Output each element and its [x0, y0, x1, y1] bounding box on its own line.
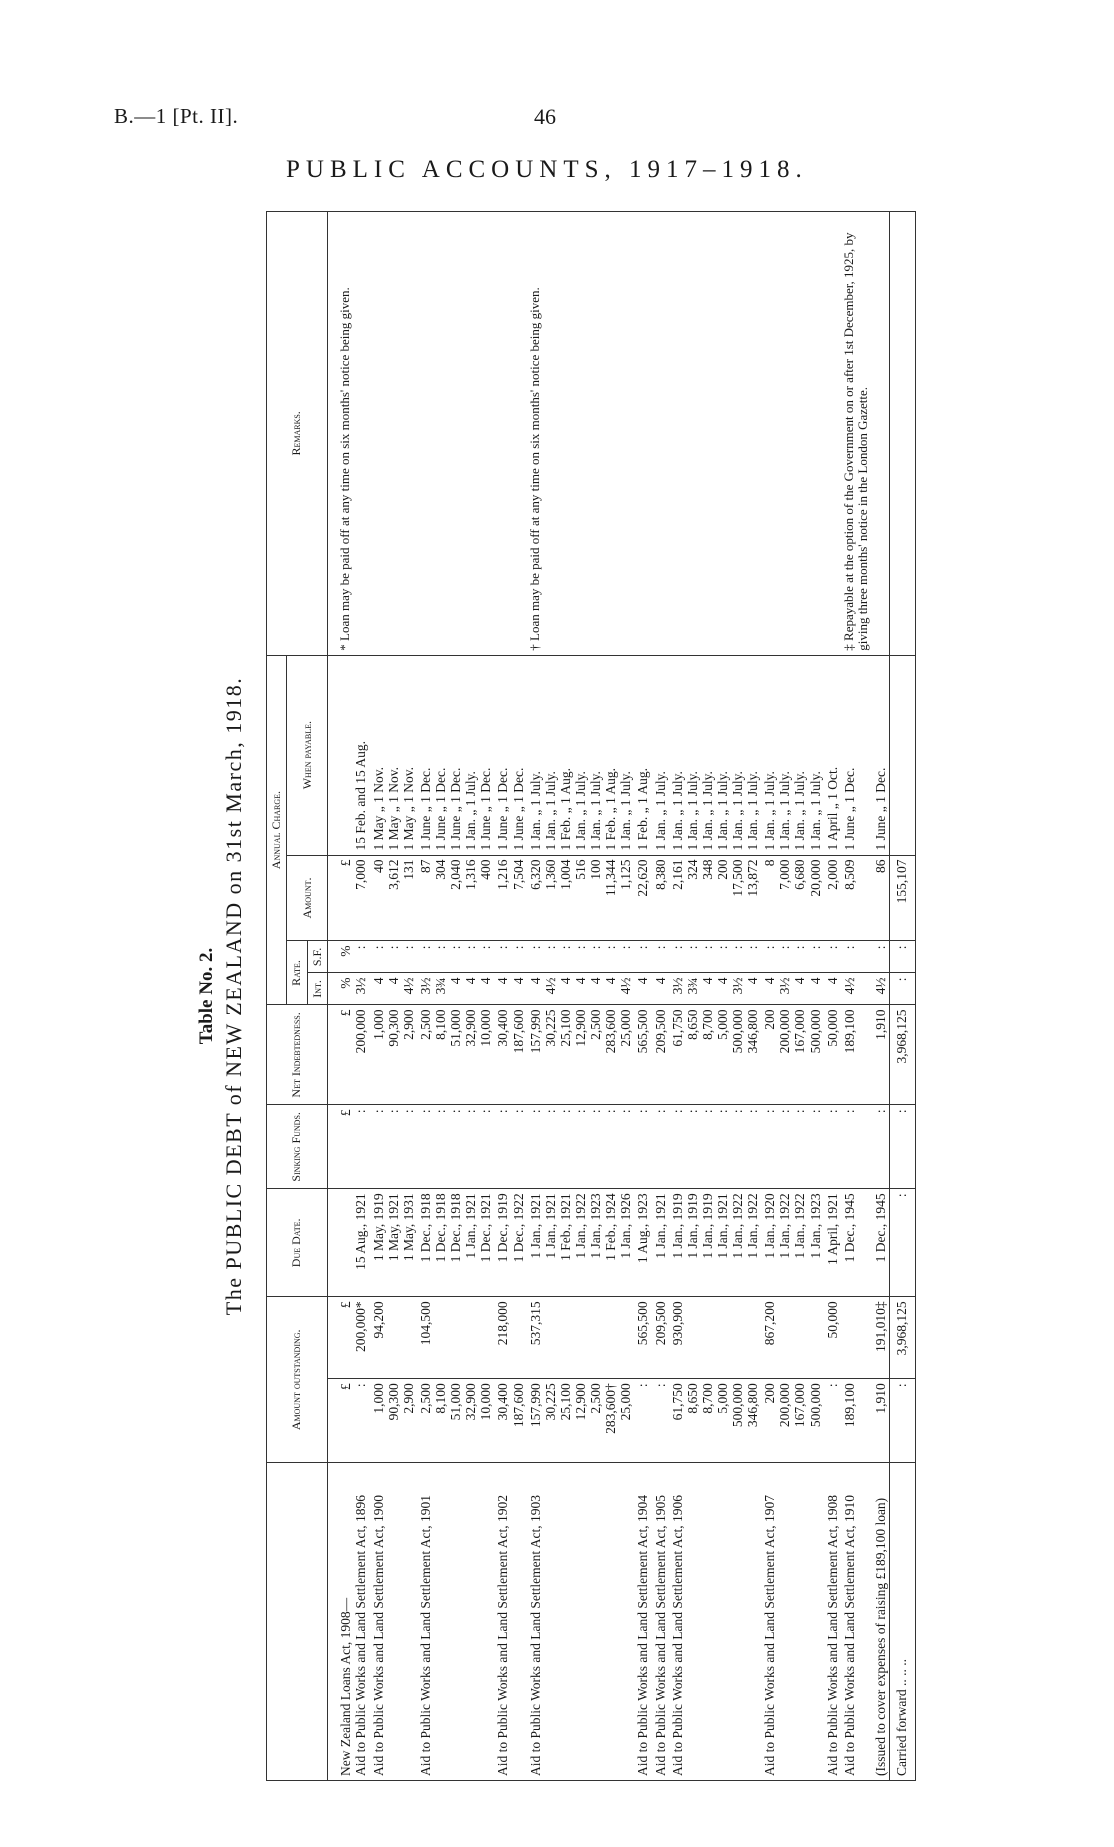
cell-remarks: † Loan may be paid off at any time on six months' notice being given. [527, 212, 635, 656]
cell-outstanding-total: 930,900 [669, 1297, 762, 1379]
cell-description: Aid to Public Works and Land Settlement Act, 1901 [417, 1463, 495, 1781]
cell-description: Aid to Public Works and Land Settlement Act, 1907 [761, 1463, 823, 1781]
cell-due-date: 1 Dec., 1919 1 Dec., 1922 [494, 1189, 526, 1297]
cell-remarks [761, 212, 823, 656]
cell-outstanding: 189,100 [841, 1379, 872, 1463]
col-amount-outstanding: Amount outstanding. [267, 1297, 328, 1463]
cell-when-payable: 1 April „ 1 Oct. [824, 655, 841, 855]
table-row [872, 212, 890, 1781]
table-row [652, 212, 669, 1781]
cell-outstanding-total: 94,200 [370, 1297, 417, 1379]
cell-outstanding: 61,750 8,650 8,700 5,000 500,000 346,800 [669, 1379, 762, 1463]
cell-outstanding-total [841, 1297, 872, 1379]
cell-rate-sf: : [634, 941, 651, 973]
col-due-date: Due Date. [267, 1189, 328, 1297]
cell-rate-int: 3½ 3¾ 4 4 4 [417, 973, 495, 1005]
cell-sinking-funds: : : : : : : : [527, 1105, 635, 1189]
cell-net-indebtedness: 209,500 [652, 1005, 669, 1105]
cell-rate-sf: : : : [370, 941, 417, 973]
cell-due-date: 1 May, 1919 1 May, 1921 1 May, 1931 [370, 1189, 417, 1297]
cell-rate-int: 4 4½ 4 4 4 4 4½ [527, 973, 635, 1005]
cell-net-indebtedness: 2,500 8,100 51,000 32,900 10,000 [417, 1005, 495, 1105]
col-amount: Amount. [287, 855, 328, 941]
cell-rate-int: 4 [634, 973, 651, 1005]
cell-description: Aid to Public Works and Land Settlement Act, 1903 [527, 1463, 635, 1781]
page-ref: B.—1 [Pt. II]. [114, 104, 239, 128]
cell-outstanding: £ : [328, 1379, 370, 1463]
cell-outstanding: : [634, 1379, 651, 1463]
table-row [841, 212, 872, 1781]
cell-remarks: ‡ Repayable at the option of the Government on or after 1st December, 1925, by giving three months' notice in the London Gazette. [841, 212, 872, 656]
table-row [634, 212, 651, 1781]
cell-description: Aid to Public Works and Land Settlement Act, 1906 [669, 1463, 762, 1781]
cell-rate-int: 4 4 4½ [370, 973, 417, 1005]
cell-amount: 22,620 [634, 855, 651, 941]
cell-outstanding: : [652, 1379, 669, 1463]
cell-outstanding: 30,400 187,600 [494, 1379, 526, 1463]
cell-outstanding-total: 50,000 [824, 1297, 841, 1379]
cell-when-payable: 1 June „ 1 Dec. [841, 655, 872, 855]
cell-remarks [824, 212, 841, 656]
cell-due-date: 1 Dec., 1945 [872, 1189, 890, 1297]
cell-sinking-funds: : [872, 1105, 890, 1189]
cell-outstanding-total: 537,315 [527, 1297, 635, 1379]
cell-rate-sf: : : : : : : [669, 941, 762, 973]
cell-net-indebtedness: 30,400 187,600 [494, 1005, 526, 1105]
cell-when-payable: 1 Jan. „ 1 July. 1 Jan. „ 1 July. 1 Jan. „ 1 July. 1 Jan. „ 1 July. [761, 655, 823, 855]
cell-outstanding: : [890, 1379, 916, 1463]
cell-amount: 2,161 324 348 200 17,500 13,872 [669, 855, 762, 941]
cell-rate-sf: : : : : [761, 941, 823, 973]
cell-due-date: 1 Aug., 1923 [634, 1189, 651, 1297]
cell-rate-int: 4½ [872, 973, 890, 1005]
table-row [494, 212, 526, 1781]
cell-remarks [494, 212, 526, 656]
cell-outstanding-total: £ 200,000* [328, 1297, 370, 1379]
cell-net-indebtedness: 50,000 [824, 1005, 841, 1105]
cell-remarks [370, 212, 417, 656]
cell-sinking-funds: : : : : [761, 1105, 823, 1189]
cell-description: Aid to Public Works and Land Settlement Act, 1905 [652, 1463, 669, 1781]
cell-sinking-funds: : [890, 1105, 916, 1189]
cell-net-indebtedness: 1,910 [872, 1005, 890, 1105]
cell-due-date: 1 Jan., 1921 [652, 1189, 669, 1297]
cell-remarks [634, 212, 651, 656]
table-row [417, 212, 495, 1781]
cell-remarks [669, 212, 762, 656]
cell-due-date: 15 Aug., 1921 [328, 1189, 370, 1297]
cell-when-payable: 1 Jan. „ 1 July. [652, 655, 669, 855]
cell-outstanding: 2,500 8,100 51,000 32,900 10,000 [417, 1379, 495, 1463]
cell-when-payable: 1 Feb. „ 1 Aug. [634, 655, 651, 855]
cell-sinking-funds: £ : [328, 1105, 370, 1189]
col-annual-charge: Annual Charge. [267, 655, 287, 1005]
cell-sinking-funds: : : : [370, 1105, 417, 1189]
cell-due-date: 1 Jan., 1919 1 Jan., 1919 1 Jan., 1919 1 Jan., 1921 1 Jan., 1922 1 Jan., 1922 [669, 1189, 762, 1297]
rotated-content [176, 211, 1024, 1781]
cell-when-payable: 1 May „ 1 Nov. 1 May „ 1 Nov. 1 May „ 1 Nov. [370, 655, 417, 855]
col-rate-sf: S.F. [307, 941, 327, 973]
cell-description: New Zealand Loans Act, 1908— Aid to Public Works and Land Settlement Act, 1896 [328, 1463, 370, 1781]
cell-rate-int: 4 [652, 973, 669, 1005]
cell-amount: 6,320 1,360 1,004 516 100 11,344 1,125 [527, 855, 635, 941]
cell-remarks [890, 212, 916, 656]
cell-rate-sf: : [652, 941, 669, 973]
cell-rate-int: 4 4 [494, 973, 526, 1005]
cell-outstanding: 200 200,000 167,000 500,000 [761, 1379, 823, 1463]
cell-when-payable: 15 Feb. and 15 Aug. [328, 655, 370, 855]
cell-when-payable: 1 June „ 1 Dec. 1 June „ 1 Dec. 1 June „ 1 Dec. 1 Jan. „ 1 July. 1 June „ 1 Dec. [417, 655, 495, 855]
cell-rate-int: 4 3½ 4 4 [761, 973, 823, 1005]
cell-description: (Issued to cover expenses of raising £189,100 loan) [872, 1463, 890, 1781]
cell-amount: 8 7,000 6,680 20,000 [761, 855, 823, 941]
cell-outstanding: 1,000 90,300 2,900 [370, 1379, 417, 1463]
total-row [890, 212, 916, 1781]
cell-description: Aid to Public Works and Land Settlement Act, 1902 [494, 1463, 526, 1781]
cell-net-indebtedness: 3,968,125 [890, 1005, 916, 1105]
cell-amount: 155,107 [890, 855, 916, 941]
cell-rate-sf: : [841, 941, 872, 973]
table-caption [196, 211, 247, 1781]
cell-outstanding: 1,910 [872, 1379, 890, 1463]
table-row [761, 212, 823, 1781]
cell-rate-sf: : [872, 941, 890, 973]
cell-due-date: 1 Jan., 1921 1 Jan., 1921 1 Feb., 1921 1 Jan., 1922 1 Jan., 1923 1 Feb., 1924 1 Jan., 1926 [527, 1189, 635, 1297]
cell-sinking-funds: : : : : : : [669, 1105, 762, 1189]
cell-rate-sf: : [824, 941, 841, 973]
cell-sinking-funds: : [841, 1105, 872, 1189]
debt-table [266, 211, 916, 1781]
cell-amount: 86 [872, 855, 890, 941]
table-row [527, 212, 635, 1781]
table-row [824, 212, 841, 1781]
cell-description: Aid to Public Works and Land Settlement Act, 1900 [370, 1463, 417, 1781]
cell-net-indebtedness: 1,000 90,300 2,900 [370, 1005, 417, 1105]
cell-when-payable: 1 Jan. „ 1 July. 1 Jan. „ 1 July. 1 Jan. „ 1 July. 1 Jan. „ 1 July. 1 Jan. „ 1 July. 1 Jan. „ 1 July. [669, 655, 762, 855]
page-title: PUBLIC ACCOUNTS, 1917–1918. [286, 156, 808, 183]
cell-when-payable: 1 Jan. „ 1 July. 1 Jan. „ 1 July. 1 Feb. „ 1 Aug. 1 Jan. „ 1 July. 1 Jan. „ 1 July. 1 Feb. „ 1 Aug. 1 Jan. „ 1 July. [527, 655, 635, 855]
cell-outstanding-total: 565,500 [634, 1297, 651, 1379]
cell-sinking-funds: : [824, 1105, 841, 1189]
col-sinking-funds: Sinking Funds. [267, 1105, 328, 1189]
cell-description: Aid to Public Works and Land Settlement Act, 1910 [841, 1463, 872, 1781]
col-net-indebtedness: Net Indebtedness. [267, 1005, 328, 1105]
cell-sinking-funds: : : : : : [417, 1105, 495, 1189]
col-when-payable: When payable. [287, 655, 328, 855]
col-rate-int: Int. [307, 973, 327, 1005]
cell-due-date: 1 Jan., 1920 1 Jan., 1922 1 Jan., 1922 1 Jan., 1923 [761, 1189, 823, 1297]
col-remarks: Remarks. [267, 212, 328, 656]
cell-net-indebtedness: 200 200,000 167,000 500,000 [761, 1005, 823, 1105]
page-number: 46 [534, 104, 556, 129]
cell-net-indebtedness: £ 200,000 [328, 1005, 370, 1105]
cell-rate-int: : [890, 973, 916, 1005]
cell-description: Aid to Public Works and Land Settlement Act, 1904 [634, 1463, 651, 1781]
cell-description: Carried forward .. .. .. [890, 1463, 916, 1781]
cell-remarks [417, 212, 495, 656]
cell-due-date: : [890, 1189, 916, 1297]
cell-amount: 87 304 2,040 1,316 400 [417, 855, 495, 941]
cell-outstanding: 157,990 30,225 25,100 12,900 2,500 283,600† 25,000 [527, 1379, 635, 1463]
cell-outstanding: : [824, 1379, 841, 1463]
col-rate: Rate. [287, 941, 307, 1005]
table-row [328, 212, 370, 1781]
cell-amount: 2,000 [824, 855, 841, 941]
cell-net-indebtedness: 565,500 [634, 1005, 651, 1105]
cell-net-indebtedness: 157,990 30,225 25,100 12,900 2,500 283,600 25,000 [527, 1005, 635, 1105]
cell-remarks [652, 212, 669, 656]
cell-outstanding-total: 867,200 [761, 1297, 823, 1379]
cell-outstanding-total: 191,010‡ [872, 1297, 890, 1379]
cell-amount: 40 3,612 131 [370, 855, 417, 941]
cell-amount: £ 7,000 [328, 855, 370, 941]
cell-when-payable: 1 June „ 1 Dec. [872, 655, 890, 855]
cell-due-date: 1 Dec., 1918 1 Dec., 1918 1 Dec., 1918 1 Jan., 1921 1 Dec., 1921 [417, 1189, 495, 1297]
debt-table-body [328, 212, 916, 1781]
table-row [370, 212, 417, 1781]
cell-rate-sf: % : [328, 941, 370, 973]
table-row [669, 212, 762, 1781]
cell-rate-int: 4½ [841, 973, 872, 1005]
cell-rate-sf: : : [494, 941, 526, 973]
cell-outstanding-total: 104,500 [417, 1297, 495, 1379]
cell-amount: 8,509 [841, 855, 872, 941]
cell-rate-sf: : [890, 941, 916, 973]
cell-amount: 8,380 [652, 855, 669, 941]
cell-description: Aid to Public Works and Land Settlement Act, 1908 [824, 1463, 841, 1781]
rotated-stage [176, 211, 1024, 1781]
col-description [267, 1463, 328, 1781]
cell-remarks: * Loan may be paid off at any time on six months' notice being given. [328, 212, 370, 656]
cell-sinking-funds: : [634, 1105, 651, 1189]
cell-when-payable: 1 June „ 1 Dec. 1 June „ 1 Dec. [494, 655, 526, 855]
cell-outstanding-total: 3,968,125 [890, 1297, 916, 1379]
cell-outstanding-total: 218,000 [494, 1297, 526, 1379]
cell-sinking-funds: : : [494, 1105, 526, 1189]
cell-rate-int: 4 [824, 973, 841, 1005]
cell-remarks [872, 212, 890, 656]
cell-sinking-funds: : [652, 1105, 669, 1189]
cell-net-indebtedness: 189,100 [841, 1005, 872, 1105]
cell-when-payable [890, 655, 916, 855]
cell-due-date: 1 Dec., 1945 [841, 1189, 872, 1297]
cell-net-indebtedness: 61,750 8,650 8,700 5,000 500,000 346,800 [669, 1005, 762, 1105]
cell-rate-int: % 3½ [328, 973, 370, 1005]
table-title: The PUBLIC DEBT of NEW ZEALAND on 31st March, 1918. [221, 676, 246, 1316]
table-number: Table No. 2. [196, 947, 217, 1045]
cell-rate-sf: : : : : : : : [527, 941, 635, 973]
cell-outstanding-total: 209,500 [652, 1297, 669, 1379]
cell-rate-int: 3½ 3¾ 4 4 3½ 4 [669, 973, 762, 1005]
cell-amount: 1,216 7,504 [494, 855, 526, 941]
cell-rate-sf: : : : : : [417, 941, 495, 973]
cell-due-date: 1 April, 1921 [824, 1189, 841, 1297]
